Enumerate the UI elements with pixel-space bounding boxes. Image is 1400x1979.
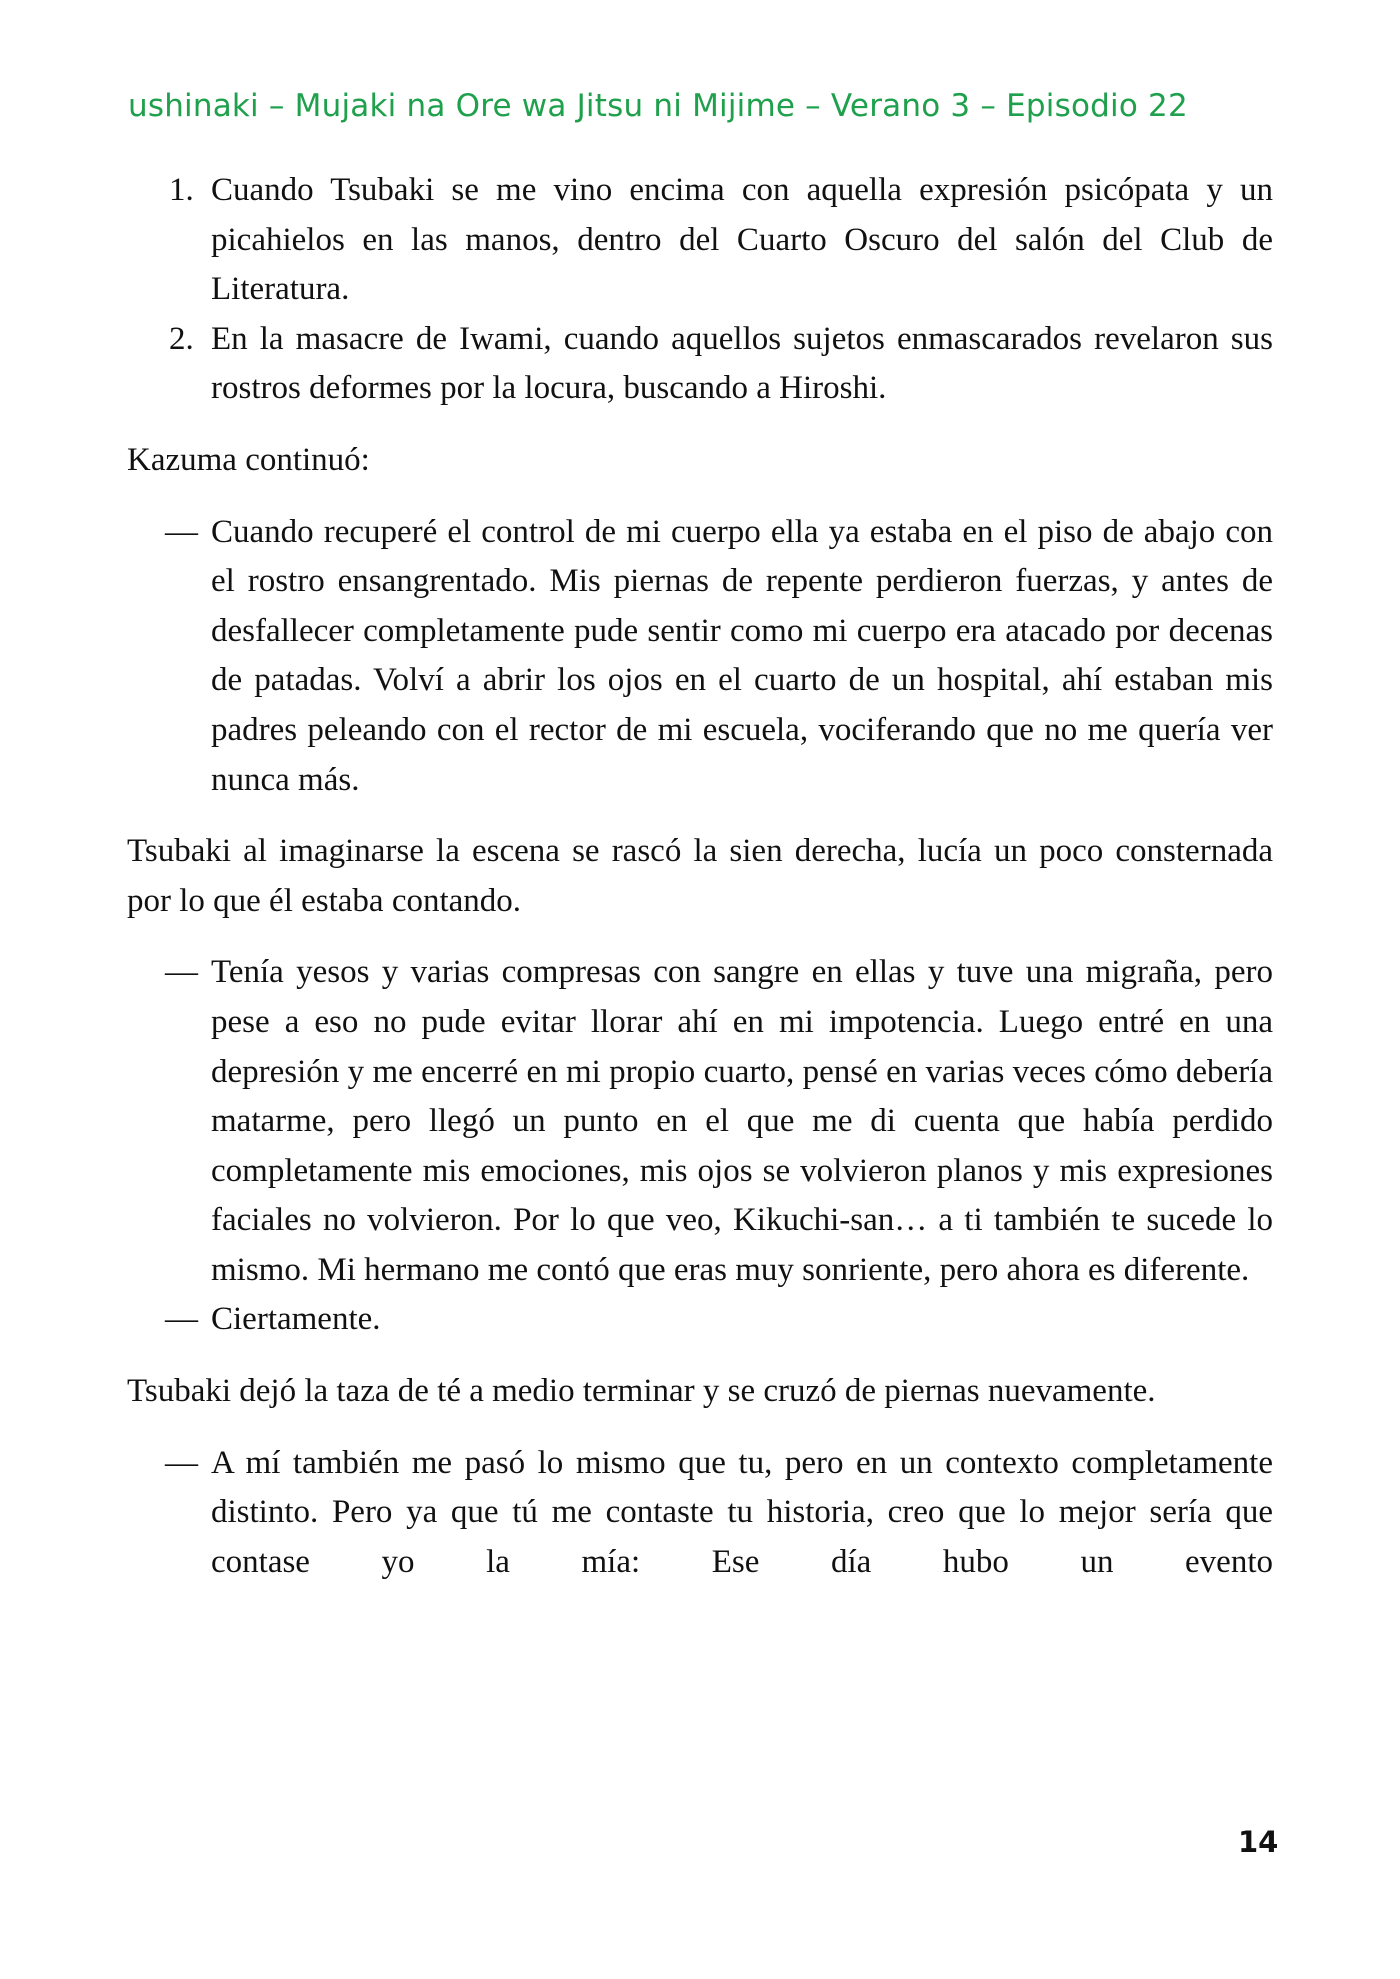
narration-paragraph: Kazuma continuó: (127, 441, 370, 478)
dialogue-text: Cuando recuperé el control de mi cuerpo ella ya estaba en el piso de abajo con el rostro ensangrentado. Mis piernas de repente perdieron fuerzas, y antes de desfallecer completamente pude sentir como mi cuerpo era atacado por decenas de patadas. Volví a abrir los ojos en el cuarto de un hospital, ahí estaban mis padres peleando con el rector de mi escuela, vociferando que no me quería ver nunca más. (211, 513, 1273, 798)
dialogue-dash: — (165, 1301, 198, 1338)
list-item (127, 166, 1273, 315)
list-item-text: Cuando Tsubaki se me vino encima con aquella expresión psicópata y un picahielos en las manos, dentro del Cuarto Oscuro del salón del Club de Literatura. (211, 172, 1273, 308)
list-item (127, 315, 1273, 414)
page-number: 14 (1238, 1825, 1279, 1859)
dialogue-line (127, 1439, 1273, 1588)
narration-paragraph: Tsubaki al imaginarse la escena se rascó la sien derecha, lucía un poco consternada por lo que él estaba contando. (127, 833, 1273, 919)
dialogue-text: A mí también me pasó lo mismo que tu, pero en un contexto completamente distinto. Pero ya que tú me contaste tu historia, creo que lo mejor sería que contase yo la mía: Ese día hubo un evento (211, 1444, 1273, 1580)
dialogue-dash: — (165, 513, 198, 550)
list-item-number: 2. (169, 320, 194, 357)
running-header: ushinaki – Mujaki na Ore wa Jitsu ni Mijime – Verano 3 – Episodio 22 (128, 88, 1188, 124)
list-item-text: En la masacre de Iwami, cuando aquellos sujetos enmascarados revelaron sus rostros deformes por la locura, buscando a Hiroshi. (211, 320, 1273, 407)
narration-paragraph: Tsubaki dejó la taza de té a medio terminar y se cruzó de piernas nuevamente. (127, 1373, 1156, 1410)
page-body (127, 166, 1273, 1587)
dialogue-text: Tenía yesos y varias compresas con sangre en ellas y tuve una migraña, pero pese a eso no pude evitar llorar ahí en mi impotencia. Luego entré en una depresión y me encerré en mi propio cuarto, pensé en varias veces cómo debería matarme, pero llegó un punto en el que me di cuenta que había perdido completamente mis emociones, mis ojos se volvieron planos y mis expresiones faciales no volvieron. Por lo que veo, Kikuchi-san… a ti también te sucede lo mismo. Mi hermano me contó que eras muy sonriente, pero ahora es diferente. (211, 954, 1273, 1288)
dialogue-line (127, 948, 1273, 1295)
numbered-list (127, 166, 1273, 414)
list-item-number: 1. (169, 172, 194, 208)
dialogue-line (127, 508, 1273, 806)
dialogue-dash: — (165, 954, 198, 991)
dialogue-dash: — (165, 1444, 198, 1481)
dialogue-line (127, 1295, 1273, 1345)
dialogue-text: Ciertamente. (211, 1301, 381, 1338)
